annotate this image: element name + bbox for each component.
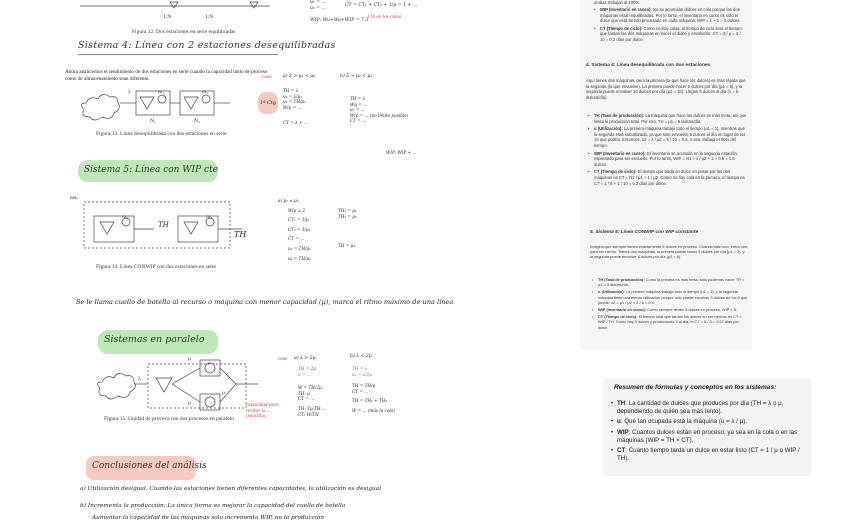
summary-title: Resumen de fórmulas y conceptos en los sistemas: bbox=[614, 384, 777, 391]
fig15-label-mu2: μ bbox=[188, 400, 191, 406]
s5-intro: Imagina que siempre tienes exactamente 5 dulces en proceso. Cuando sale uno, entra otro para ser hecho. Tienes dos máquinas, la primera puede hacer 3 dulces por día (μ1 = 3), y la segunda puede envolver 6 dulces por día (μ2 = 6). bbox=[590, 244, 748, 260]
rp-list-item: • CT (Tiempo de ciclo): Como no hay colas, el tiempo de ciclo será el tiempo que tardan las dos máquinas en hacer el dulce y envolverlo: CT = 3 / μ = 2 / 10 = 0.2 días por dulce. bbox=[594, 26, 746, 43]
rp-list-item: • TH (Tasa de producción): La máquina que hace los dulces es más lenta, así que limita la producción total. Por eso, TH = μ1 = 5 dulces/día. bbox=[588, 113, 748, 124]
fig15-caption: Figura 15. Unidad de proceso con dos procesos en paralelo bbox=[104, 416, 234, 422]
formula-line: u₁ = ... bbox=[350, 107, 365, 113]
fig13-caption: Figura 13. Línea desequilibrada con dos estaciones en serie bbox=[96, 131, 227, 137]
ctg-highlight: 1ª Ctg bbox=[258, 92, 278, 114]
formula-line: u₁ = λ/μ₁ bbox=[283, 93, 303, 99]
formula-line: TH = TH₁ + TH₂ bbox=[352, 398, 388, 404]
fig15-label-mu1: μ bbox=[188, 356, 191, 362]
fig15-formulas-a bbox=[298, 366, 346, 417]
formula-line: CT = ... bbox=[350, 118, 367, 124]
fig12-formula: u₂ = ... bbox=[310, 6, 326, 12]
summary-box bbox=[603, 378, 811, 476]
rp-list-item: • CT (Tiempo de ciclo): El tiempo que tarda un dulce en pasar por las dos máquinas es CT = N1 / μ1 + 1 / μ2. Como no hay cola en la primera, el tiempo es CT = 1 / 5 + 1 / 10 = 0.3 días por dulce. bbox=[588, 169, 748, 186]
rp-top-text: ambas trabajan al 100%. bbox=[594, 0, 641, 5]
fig14-label-th: TH bbox=[158, 221, 169, 229]
s5-list bbox=[592, 277, 748, 332]
fig14-label-m1: m₁ bbox=[122, 214, 129, 220]
fig12-label-1: 1:N bbox=[163, 14, 172, 20]
fig14-diagram bbox=[82, 200, 252, 260]
formula-line: Wq = ... bbox=[350, 101, 368, 107]
formula-line: u₁ = λ/2μ bbox=[352, 371, 372, 377]
formula-line: CT₂ = 1/μ₂ bbox=[288, 226, 311, 232]
formula-line: W = ... (más la cola) bbox=[352, 407, 395, 413]
rp-list-item: • TH (Tasa de producción): Como la primera es más lenta, solo podemos hacer TH = μ1 = 3 dulces/día. bbox=[592, 277, 748, 287]
fig12-formula: WIP: Wu+Wa+WIP = 7.3 bbox=[310, 18, 369, 24]
right-panel bbox=[580, 0, 752, 350]
formula-line: u₁ = TH/μ₁ bbox=[288, 245, 311, 251]
formula-line: TH = μ₁ bbox=[338, 243, 356, 249]
caso-b: b) λ > μ₂ < μ₁ bbox=[340, 74, 373, 79]
formula-line: CT: W/TH bbox=[298, 411, 319, 417]
fig12-region bbox=[60, 0, 290, 38]
caso-label: caso bbox=[262, 74, 272, 79]
rp-list-item: • WIP (Inventario en curso): No se acumulan dulces en cola porque las dos máquinas están equilibradas. Por lo tanto, el inventario en curso es solo el dulce que está siendo procesado en cada máquina, WIP = 1 + 1 = 2 dulces. bbox=[594, 7, 746, 24]
fig13-label-m1: m₁ bbox=[158, 89, 165, 95]
fig12-note: 1 lb en los colas bbox=[367, 14, 402, 19]
formula-line: CT = ... bbox=[288, 236, 305, 242]
formula-line: TH: μ bbox=[298, 390, 310, 396]
formula-line: Wip = ... bbox=[283, 104, 302, 110]
sistema5-title: Sistema 5: Línea con WIP cte bbox=[84, 165, 219, 175]
formula-line: TH₂ = μ₂ bbox=[338, 213, 357, 219]
fig12-ct: CT = CT₁ + CT₂ + 1/μ = 1 + ... bbox=[345, 3, 418, 8]
fig14-label-m2: m₂ bbox=[206, 214, 213, 220]
fig15-case-a: a) λ > 2μ bbox=[294, 356, 316, 361]
formula-line: CT = ... bbox=[352, 388, 369, 394]
formula-line: u = ... bbox=[298, 371, 311, 377]
paralelo-title: Sistemas en paralelo bbox=[104, 334, 205, 345]
formula-line: u₂ = TH/μ₂ bbox=[283, 99, 306, 105]
formula-line: Wip = ... (no límite posible) bbox=[350, 112, 409, 118]
fig12-label-2: 1:N bbox=[205, 14, 214, 20]
ness-text: nes. bbox=[70, 196, 78, 201]
caso-a: a) λ > μ₁ < μ₂ bbox=[283, 74, 316, 79]
formula-line: a) μ₁ ≤ μ₂ bbox=[278, 198, 299, 203]
conclusion-b2: Aumentar la capacidad de las máquinas solo incrementa WIP, no la producción bbox=[92, 515, 325, 521]
formula-line: TH: Tμ·TH·... bbox=[298, 405, 326, 411]
fig13-label-m2: m₂ bbox=[202, 89, 209, 95]
formula-line: TH₁ = μ₁ bbox=[338, 208, 357, 213]
fig12-formula: u₁ = ... bbox=[310, 0, 326, 5]
formula-line: TH = λ bbox=[283, 88, 299, 93]
sistema4-underline bbox=[78, 54, 278, 55]
sistema4-formulas-a bbox=[283, 88, 335, 126]
formula-line: TH = 2μ bbox=[298, 366, 317, 371]
conclusiones-title: Conclusiones del análisis bbox=[92, 461, 207, 471]
sistema5-formulas-a bbox=[278, 198, 328, 261]
s4-list bbox=[588, 113, 748, 188]
sistema4-side-note: WIP: WIP + ... bbox=[386, 150, 417, 155]
fig15-case-b: b) λ < 2μ bbox=[350, 354, 372, 359]
formula-line: W = TH/2μ bbox=[298, 385, 322, 391]
fig14-caption: Figura 14. Línea CONWIP con dos estaciones en serie bbox=[96, 264, 217, 270]
formula-line: TH = λ bbox=[350, 96, 366, 101]
formula-line: CT = ... bbox=[298, 396, 315, 402]
fig15-diagram bbox=[96, 350, 266, 414]
rp-list-item: • WIP (Inventario en curso): El inventario se acumula en la segunda estación, esperando para ser envuelto. Por lo tanto, WIP = N1 + λ / μ2 + 1 + 0.5 = 1.5 dulces. bbox=[588, 151, 748, 168]
fig14-label-th-out: TH bbox=[234, 230, 247, 239]
summary-item: • u: Qué tan ocupada está la máquina (u = λ / μ). bbox=[611, 418, 803, 426]
bottleneck-note: Se le llama cuello de botella al recurso o máquina con menor capacidad (μ), marca el ritmo máximo de una línea bbox=[76, 298, 454, 306]
fig15-label-mu3: μ bbox=[222, 390, 225, 396]
fig13-diagram bbox=[78, 85, 238, 125]
conclusion-a: a) Utilización desigual. Cuando las estaciones tienen diferentes capacidades, la utilización es desigual bbox=[80, 486, 382, 492]
fig12-caption: Figura 12. Dos estaciones en serie equilibradas bbox=[132, 29, 236, 35]
summary-item: • TH: La cantidad de dulces que produces por día (TH = λ o μ, dependiendo de quién sea más lento). bbox=[611, 400, 803, 416]
rp-list-item: • u (Utilización): La primera máquina trabaja todo el tiempo (u1 = 1), y la segunda máquina tiene una menor utilización porque solo puede envolver 3 dulces de los 6 que puede: u2 = μ1 / μ2 = 3 / 6 = 0.5. bbox=[592, 289, 748, 305]
formula-line: TH = TH/μ bbox=[352, 383, 376, 389]
fig13-label-lambda: λ bbox=[128, 89, 131, 95]
rp-list-item: • CT (Tiempo de ciclo): El tiempo total que tardan los dulces en ser hechos es CT = WIP / TH. Como hay 5 dulces y produciones 3 al día, el CT = 5 / 3 = 1.67 días por dulce. bbox=[592, 314, 748, 330]
sistema4-paragraph: Ahora analicemos el rendimiento de dos estaciones en serie cuando la capacidad tanto de proceso como de almacenamiento sean diferente. bbox=[65, 69, 268, 82]
formula-line: u₂ = TH/μ₂ bbox=[288, 255, 311, 261]
formula-line: TH = λ bbox=[352, 366, 368, 371]
summary-item: • CT: Cuánto tiempo tarda un dulce en estar listo (CT = 1 / μ o WIP / TH). bbox=[611, 447, 803, 463]
formula-line: CT = λ + ... bbox=[283, 120, 308, 126]
conclusion-b: b) Incrementa la producción: La única forma es mejorar la capacidad del cuello de botella bbox=[80, 503, 346, 509]
formula-line: Wip ≥ 2 bbox=[288, 207, 306, 213]
formula-line: CT₁ = 1/μ bbox=[288, 217, 309, 223]
fig15-red-note: capacidad para recibir la ... (sencilla) bbox=[246, 402, 279, 419]
summary-item: • WIP: Cuántos dulces están en proceso, ya sea en la cola o en las máquinas (WIP = TH × CT). bbox=[611, 429, 803, 445]
sistema4-title: Sistema 4: Línea con 2 estaciones desequilibradas bbox=[78, 40, 336, 51]
sistema4-formulas-b bbox=[350, 96, 420, 124]
sistema5-formulas-side bbox=[338, 208, 378, 249]
rp-list-item: • WIP (Inventario en curso): Como siempre tienes 5 dulces en proceso, WIP = 5. bbox=[592, 307, 748, 312]
fig15-label-lambda: λ bbox=[138, 376, 141, 382]
caso-label-2: caso bbox=[278, 356, 288, 361]
rp-list-item: • u (Utilización): La primera máquina trabaja todo el tiempo (u1 = 1), mientras que la segunda está subutilizada, ya que solo envuelve 5 dulces al día en lugar de los 10 que podría. Entonces, u2 = λ / μ2 = 5 / 10 = 0.5, o sea, trabaja el 50% del tiempo. bbox=[588, 126, 748, 148]
fig15-formulas-b bbox=[352, 366, 398, 414]
rp-top-list bbox=[594, 7, 746, 45]
s5-heading: 5. Sistema 5: Línea CONWIP con WIP constante bbox=[590, 230, 699, 235]
s4-heading: 4. Sistema 4: Línea desequilibrada con dos estaciones bbox=[586, 63, 711, 68]
fig13-label-n1: N₁ bbox=[150, 118, 156, 124]
fig13-label-n2: N₂ bbox=[194, 118, 200, 124]
s4-intro: Aquí tienes dos máquinas, pero la primera (la que hace los dulces) es más rápida que la segunda (la que envuelve). La primera puede hacer 5 dulces por día (μ1 = 5), y la segunda puede envolver 10 dulces por día (μ2 = 10). Llegan 5 dulces al día (λ = 5 dulces/día). bbox=[586, 78, 746, 100]
